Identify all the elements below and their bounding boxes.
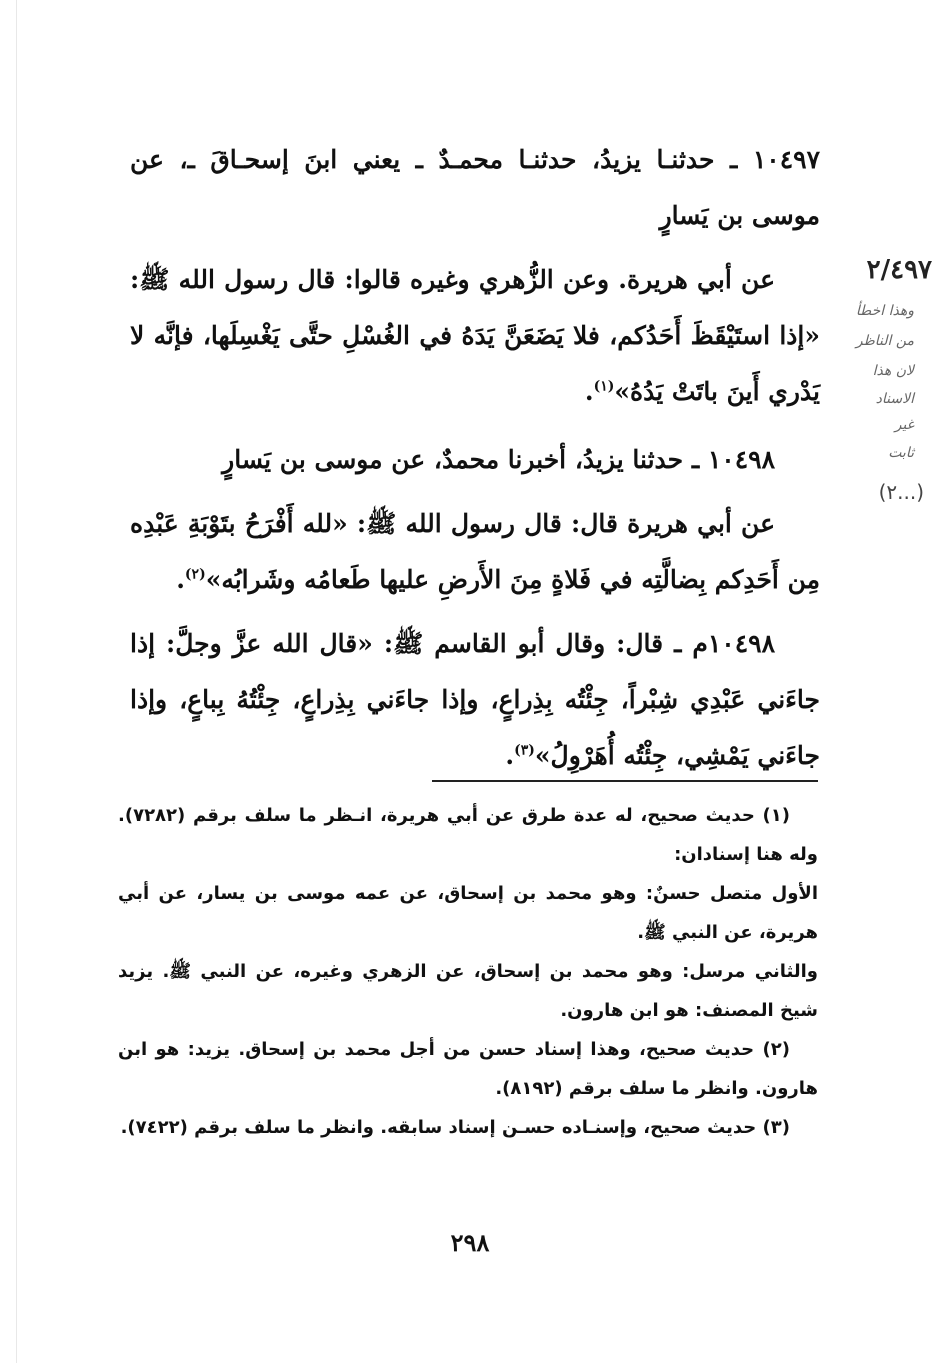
footnotes (118, 796, 818, 1147)
margin-hand-line: الاسناد (875, 391, 914, 407)
margin-bracket: (...٢) (878, 480, 924, 504)
margin-hand-line: غير (894, 417, 914, 433)
footnote-ref-3[interactable]: (٣) (514, 742, 535, 759)
footnote-1-first-chain (118, 874, 818, 952)
hadith-10498-isnad (130, 432, 820, 488)
footnote-ref-2[interactable]: (٢) (184, 566, 206, 583)
margin-reference: ٢/٤٩٧ (866, 255, 932, 285)
margin-hand-line: لان هذا (872, 363, 914, 379)
margin-hand-line: وهذا اخطأ (855, 303, 914, 319)
hadith-10498-matn: عن أبي هريرة قال: قال رسول الله ﷺ: «لله أَفْرَحُ بتَوْبَةِ عَبْدِه مِن أَحَدِكم بِضالَّتِه في فَلاةٍ مِنَ الأَرضِ عليها طَعامُه وشَرابُه»$^{(٢)}$. (130, 509, 820, 594)
footnote-3 (118, 1108, 818, 1147)
footnote-1-second-chain (118, 952, 818, 1030)
hadith-10497-matn-text: عن أبي هريرة. وعن الزُّهري وغيره قالوا: قال رسول الله ﷺ: «إذا استَيْقَظَ أَحَدُكم، فلا يَضَعَنَّ يَدَهُ في الغُسْلِ حتَّى يَغْسِلَها، فإنَّه لا يَدْري أَينَ باتَتْ يَدُهُ» (130, 265, 820, 406)
hadith-10497-matn: عن أبي هريرة. وعن الزُّهري وغيره قالوا: قال رسول الله ﷺ: «إذا استَيْقَظَ أَحَدُكم، فلا يَضَعَنَّ يَدَهُ في الغُسْلِ حتَّى يَغْسِلَها، فإنَّه لا يَدْري أَينَ باتَتْ يَدُهُ»$^{(١)}$. (130, 265, 820, 406)
footnote-2-text: (٢) حديث صحيح، وهذا إسناد حسن من أجل محمد بن إسحاق. يزيد: هو ابن هارون. وانظر ما سلف برقم (٨١٩٢). (118, 1039, 818, 1099)
hadith-10498m-text: ١٠٤٩٨م ـ قال: وقال أبو القاسم ﷺ: «قال الله عزَّ وجلَّ: إذا جاءَني عَبْدِي شِبْراً، جِئْتُه بِذِراعٍ، وإذا جاءَني بِذِراعٍ، جِئْتُهُ بِباعٍ، وإذا جاءَني يَمْشِي، جِئْتُه أُهَرْوِلُ» (130, 629, 820, 770)
hadith-10497-isnad-text: ١٠٤٩٧ ـ حدثنـا يزيدُ، حدثنـا محمـدٌ ـ يعني ابنَ إسحـاقَ ـ، عن موسى بن يَسارٍ (130, 145, 820, 230)
hadith-10498-matn-text: عن أبي هريرة قال: قال رسول الله ﷺ: «لله أَفْرَحُ بتَوْبَةِ عَبْدِه مِن أَحَدِكم بِضالَّتِه في فَلاةٍ مِنَ الأَرضِ عليها طَعامُه وشَرابُه» (130, 509, 820, 594)
footnote-3-text: (٣) حديث صحيح، وإسنـاده حسـن إسناد سابقه. وانظر ما سلف برقم (٧٤٢٢). (120, 1117, 790, 1138)
main-text (130, 132, 820, 784)
hadith-10498-isnad-text: ١٠٤٩٨ ـ حدثنا يزيدُ، أخبرنا محمدٌ، عن موسى بن يَسارٍ (222, 445, 775, 474)
footnote-ref-1[interactable]: (١) (593, 378, 615, 395)
handwritten-margin-note (812, 255, 932, 525)
margin-hand-line: من الناظر (855, 333, 914, 349)
scan-edge-line (16, 0, 17, 1363)
footnote-1 (118, 796, 818, 874)
footnote-1-text: (١) حديث صحيح، له عدة طرق عن أبي هريرة، انـظر ما سلف برقم (٧٢٨٢). وله هنا إسنادان: (118, 805, 818, 865)
footnote-1-second-chain-text: والثاني مرسل: وهو محمد بن إسحاق، عن الزهري وغيره، عن النبي ﷺ. يزيد شيخ المصنف: هو ابن هارون. (118, 961, 818, 1021)
footnote-divider (432, 780, 818, 782)
margin-hand-line: ثابت (888, 445, 914, 461)
hadith-10498m: ١٠٤٩٨م ـ قال: وقال أبو القاسم ﷺ: «قال الله عزَّ وجلَّ: إذا جاءَني عَبْدِي شِبْراً، جِئْتُه بِذِراعٍ، وإذا جاءَني بِذِراعٍ، جِئْتُهُ بِباعٍ، وإذا جاءَني يَمْشِي، جِئْتُه أُهَرْوِلُ»$^{(٣)}$. (130, 629, 820, 770)
hadith-10497-isnad (130, 132, 820, 244)
footnote-2 (118, 1030, 818, 1108)
footnote-1-first-chain-text: الأول متصل حسنٌ: وهو محمد بن إسحاق، عن عمه موسى بن يسار، عن أبي هريرة، عن النبي ﷺ. (118, 883, 818, 943)
page-number: ٢٩٨ (450, 1228, 490, 1257)
